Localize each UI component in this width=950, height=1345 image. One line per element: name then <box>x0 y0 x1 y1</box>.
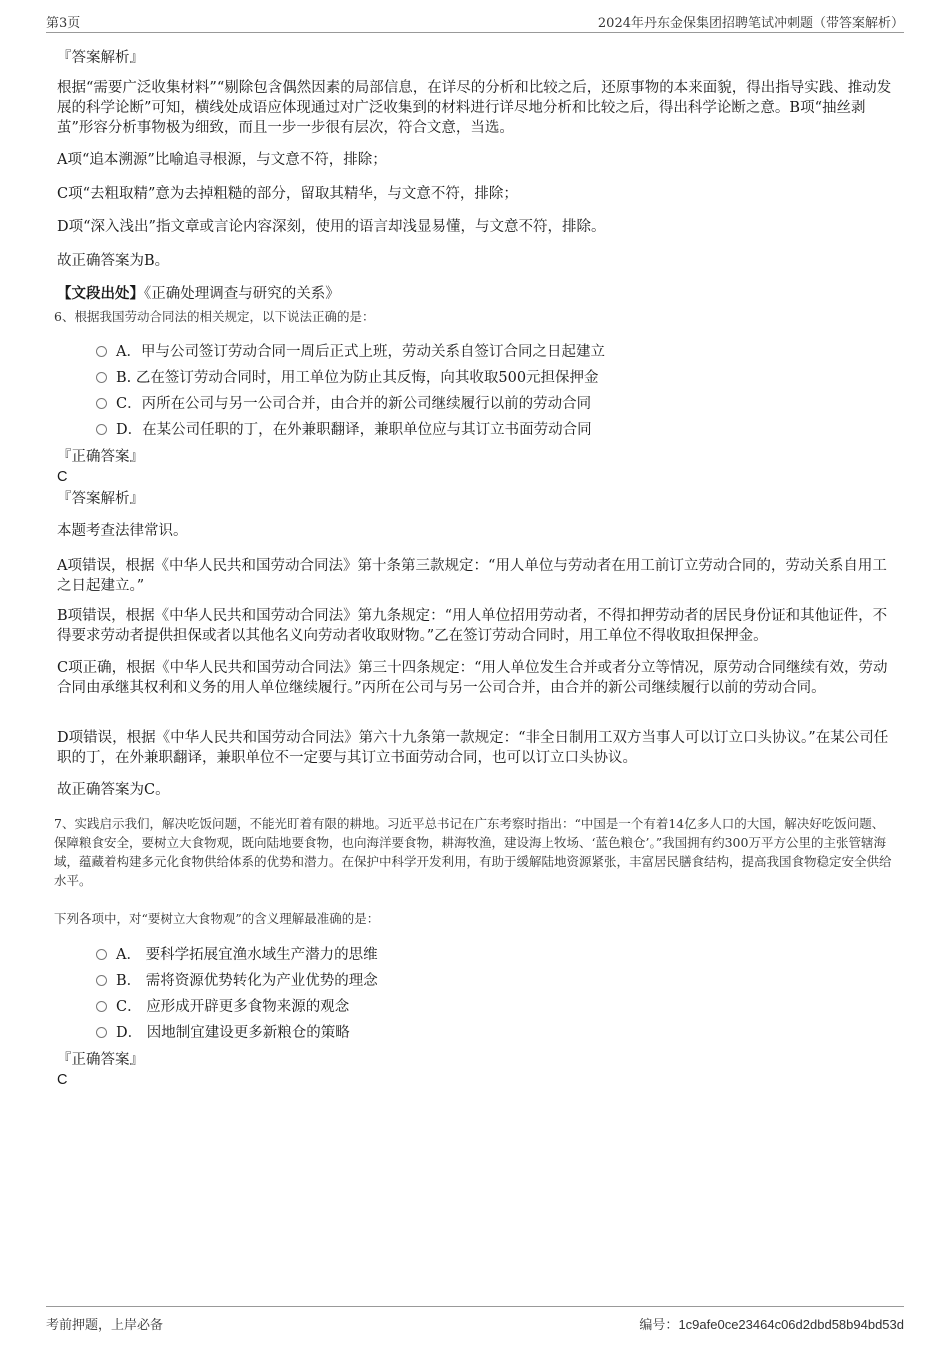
answer-label: 『正确答案』 <box>57 1052 144 1068</box>
radio-icon[interactable] <box>96 398 107 409</box>
option-label: A． 要科学拓展宜渔水域生产潜力的思维 <box>116 947 378 963</box>
option-label: C． 应形成开辟更多食物来源的观念 <box>116 999 350 1015</box>
radio-icon[interactable] <box>96 1027 107 1038</box>
analysis-label: 『答案解析』 <box>57 50 144 66</box>
analysis-paragraph: D项错误，根据《中华人民共和国劳动合同法》第六十九条第一款规定：“非全日制用工双方当事人可以订立口头协议。”在某公司任职的丁，在外兼职翻译，兼职单位不一定要与其订立书面劳动合同，也可以订立口头协议。 <box>57 730 889 766</box>
option-label: B． 需将资源优势转化为产业优势的理念 <box>116 973 378 989</box>
answer-value: C <box>57 469 68 485</box>
analysis-paragraph: D项“深入浅出”指文章或言论内容深刻，使用的语言却浅显易懂，与文意不符，排除。 <box>57 219 606 235</box>
option-label: A．甲与公司签订劳动合同一周后正式上班，劳动关系自签订合同之日起建立 <box>116 344 605 360</box>
code-label: 编号： <box>639 1318 679 1333</box>
option-label: D． 因地制宜建设更多新粮仓的策略 <box>116 1025 350 1041</box>
analysis-label: 『答案解析』 <box>57 491 144 507</box>
analysis-paragraph: A项“追本溯源”比喻追寻根源，与文意不符，排除； <box>57 152 387 168</box>
analysis-paragraph: C项“去粗取精”意为去掉粗糙的部分，留取其精华，与文意不符，排除； <box>57 186 518 202</box>
option-label: C．丙所在公司与另一公司合并，由合并的新公司继续履行以前的劳动合同 <box>116 396 592 412</box>
footer-motto: 考前押题，上岸必备 <box>46 1318 164 1333</box>
option-c[interactable] <box>96 394 591 414</box>
option-a[interactable] <box>96 342 605 362</box>
option-b[interactable] <box>96 368 599 388</box>
radio-icon[interactable] <box>96 949 107 960</box>
question-stem: 7、实践启示我们，解决吃饭问题，不能光盯着有限的耕地。习近平总书记在广东考察时指出：“中国是一个有着14亿多人口的大国，解决好吃饭问题、保障粮食安全，要树立大食物观，既向陆地要食物，也向海洋要食物，耕海牧渔，建设海上牧场、‘蓝色粮仓’。”我国拥有约300万平方公里的主张管辖海域，蕴藏着构建多元化食物供给体系的优势和潜力。在保护中科学开发利用，有助于缓解陆地资源紧张，丰富居民膳食结构，提高我国食物稳定安全供给水平。 <box>54 816 892 888</box>
option-label: D．在某公司任职的丁，在外兼职翻译，兼职单位应与其订立书面劳动合同 <box>116 422 592 438</box>
page-footer <box>46 1306 904 1335</box>
option-d[interactable] <box>96 1023 350 1043</box>
radio-icon[interactable] <box>96 1001 107 1012</box>
page-number: 第3页 <box>46 16 81 31</box>
radio-icon[interactable] <box>96 372 107 383</box>
option-c[interactable] <box>96 997 349 1017</box>
document-code <box>639 1314 904 1333</box>
analysis-paragraph: C项正确，根据《中华人民共和国劳动合同法》第三十四条规定：“用人单位发生合并或者分立等情况，原劳动合同继续有效，劳动合同由承继其权利和义务的用人单位继续履行。”丙所在公司与另一公司合并，由合并的新公司继续履行以前的劳动合同。 <box>57 660 888 696</box>
radio-icon[interactable] <box>96 975 107 986</box>
analysis-paragraph: B项错误，根据《中华人民共和国劳动合同法》第九条规定：“用人单位招用劳动者，不得扣押劳动者的居民身份证和其他证件，不得要求劳动者提供担保或者以其他名义向劳动者收取财物。”乙在签订劳动合同时，用工单位不得收取担保押金。 <box>57 608 888 644</box>
page-header <box>46 8 904 33</box>
analysis-paragraph: 根据“需要广泛收集材料”“剔除包含偶然因素的局部信息，在详尽的分析和比较之后，还原事物的本来面貌，得出指导实践、推动发展的科学论断”可知，横线处成语应体现通过对广泛收集到的材料进行详尽地分析和比较之后，得出科学论断之意。B项“抽丝剥茧”形容分析事物极为细致，而且一步一步很有层次，符合文意，当选。 <box>57 80 892 136</box>
radio-icon[interactable] <box>96 424 107 435</box>
option-label: B. 乙在签订劳动合同时，用工单位为防止其反悔，向其收取500元担保押金 <box>116 370 599 386</box>
question-prompt: 下列各项中，对“要树立大食物观”的含义理解最准确的是： <box>54 911 380 926</box>
analysis-paragraph: A项错误，根据《中华人民共和国劳动合同法》第十条第三款规定：“用人单位与劳动者在用工前订立劳动合同的，劳动关系自用工之日起建立。” <box>57 558 887 594</box>
conclusion: 故正确答案为C。 <box>57 782 170 798</box>
code-value: 1c9afe0ce23464c06d2dbd58b94bd53d <box>678 1317 904 1332</box>
radio-icon[interactable] <box>96 346 107 357</box>
option-a[interactable] <box>96 945 378 965</box>
source-title: 《正确处理调查与研究的关系》 <box>144 286 340 302</box>
option-b[interactable] <box>96 971 378 991</box>
answer-value: C <box>57 1072 68 1088</box>
document-title: 2024年丹东金保集团招聘笔试冲刺题（带答案解析） <box>597 16 904 31</box>
source-line <box>57 284 892 304</box>
question-stem: 6、根据我国劳动合同法的相关规定，以下说法正确的是： <box>54 309 375 324</box>
answer-label: 『正确答案』 <box>57 449 144 465</box>
source-label: 【文段出处】 <box>57 285 144 302</box>
option-d[interactable] <box>96 420 592 440</box>
analysis-paragraph: 本题考查法律常识。 <box>57 523 188 539</box>
conclusion: 故正确答案为B。 <box>57 253 170 269</box>
